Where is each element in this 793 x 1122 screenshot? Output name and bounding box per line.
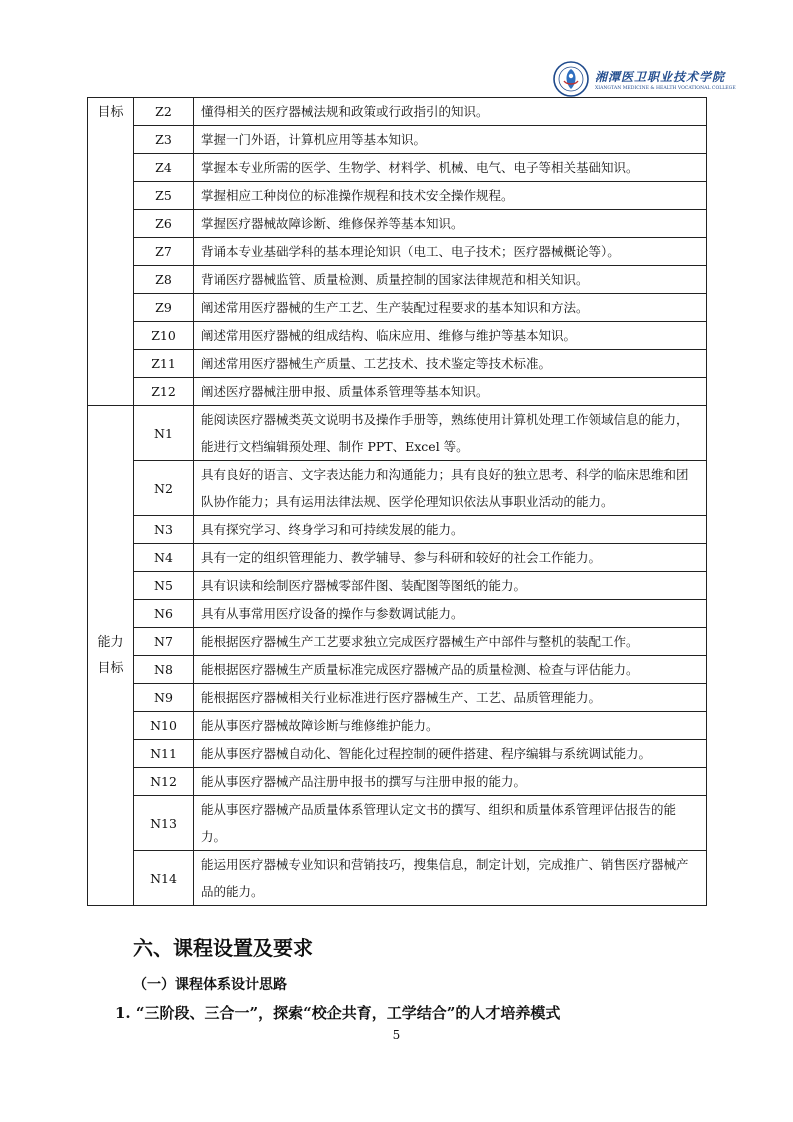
- row-description: 懂得相关的医疗器械法规和政策或行政指引的知识。: [194, 98, 707, 126]
- section-heading: 六、课程设置及要求: [133, 936, 313, 960]
- row-code: N13: [134, 796, 194, 851]
- row-description: 能从事医疗器械产品注册申报书的撰写与注册申报的能力。: [194, 768, 707, 796]
- row-code: Z3: [134, 126, 194, 154]
- row-description: 掌握一门外语，计算机应用等基本知识。: [194, 126, 707, 154]
- row-description: 能根据医疗器械生产工艺要求独立完成医疗器械生产中部件与整机的装配工作。: [194, 628, 707, 656]
- category-label-line2: 目标: [97, 660, 124, 676]
- row-code: Z6: [134, 210, 194, 238]
- row-code: Z11: [134, 350, 194, 378]
- table-row: [88, 210, 707, 238]
- row-description: 阐述常用医疗器械的组成结构、临床应用、维修与维护等基本知识。: [194, 322, 707, 350]
- row-description: 具有一定的组织管理能力、教学辅导、参与科研和较好的社会工作能力。: [194, 544, 707, 572]
- row-description: 阐述常用医疗器械的生产工艺、生产装配过程要求的基本知识和方法。: [194, 294, 707, 322]
- table-row: [88, 322, 707, 350]
- category-label-line1: 能力: [97, 634, 124, 650]
- row-description: 能阅读医疗器械类英文说明书及操作手册等，熟练使用计算机处理工作领域信息的能力，能进行文档编辑预处理、制作 PPT、Excel 等。: [194, 406, 707, 461]
- row-description: 能运用医疗器械专业知识和营销技巧，搜集信息，制定计划，完成推广、销售医疗器械产品的能力。: [194, 851, 707, 906]
- row-description: 背诵本专业基础学科的基本理论知识（电工、电子技术；医疗器械概论等）。: [194, 238, 707, 266]
- table-row: [88, 656, 707, 684]
- row-code: N8: [134, 656, 194, 684]
- section-subheading: （一）课程体系设计思路: [133, 977, 287, 993]
- row-code: Z10: [134, 322, 194, 350]
- row-code: Z12: [134, 378, 194, 406]
- knowledge-goal-category: [88, 98, 134, 406]
- table-row: [88, 238, 707, 266]
- row-code: Z8: [134, 266, 194, 294]
- ability-goal-category: [88, 406, 134, 906]
- row-code: N12: [134, 768, 194, 796]
- school-name: 湘潭医卫职业技术学院: [595, 69, 726, 84]
- row-description: 阐述常用医疗器械生产质量、工艺技术、技术鉴定等技术标准。: [194, 350, 707, 378]
- table-row: [88, 851, 707, 906]
- row-description: 阐述医疗器械注册申报、质量体系管理等基本知识。: [194, 378, 707, 406]
- row-description: 背诵医疗器械监管、质量检测、质量控制的国家法律规范和相关知识。: [194, 266, 707, 294]
- table-row: [88, 378, 707, 406]
- table-row: [88, 126, 707, 154]
- row-description: 掌握相应工种岗位的标准操作规程和技术安全操作规程。: [194, 182, 707, 210]
- row-description: 具有良好的语言、文字表达能力和沟通能力；具有良好的独立思考、科学的临床思维和团队协作能力；具有运用法律法规、医学伦理知识依法从事职业活动的能力。: [194, 461, 707, 516]
- table-row: [88, 516, 707, 544]
- page-number: 5: [392, 1028, 401, 1042]
- table-row: [88, 544, 707, 572]
- table-row: [88, 740, 707, 768]
- row-code: Z9: [134, 294, 194, 322]
- row-code: N9: [134, 684, 194, 712]
- row-description: 掌握医疗器械故障诊断、维修保养等基本知识。: [194, 210, 707, 238]
- table-row: [88, 266, 707, 294]
- table-row: [88, 406, 707, 461]
- row-code: N7: [134, 628, 194, 656]
- training-goals-table: [87, 97, 707, 906]
- table-row: [88, 294, 707, 322]
- row-code: N10: [134, 712, 194, 740]
- table-row: [88, 712, 707, 740]
- row-description: 具有从事常用医疗设备的操作与参数调试能力。: [194, 600, 707, 628]
- row-description: 能根据医疗器械相关行业标准进行医疗器械生产、工艺、品质管理能力。: [194, 684, 707, 712]
- row-description: 能从事医疗器械产品质量体系管理认定文书的撰写、组织和质量体系管理评估报告的能力。: [194, 796, 707, 851]
- category-label: 目标: [97, 105, 124, 120]
- row-description: 能根据医疗器械生产质量标准完成医疗器械产品的质量检测、检查与评估能力。: [194, 656, 707, 684]
- row-code: N5: [134, 572, 194, 600]
- row-description: 能从事医疗器械自动化、智能化过程控制的硬件搭建、程序编辑与系统调试能力。: [194, 740, 707, 768]
- row-code: N14: [134, 851, 194, 906]
- table-row: [88, 628, 707, 656]
- row-code: N4: [134, 544, 194, 572]
- table-row: [88, 461, 707, 516]
- row-code: N11: [134, 740, 194, 768]
- table-row: [88, 154, 707, 182]
- row-code: Z4: [134, 154, 194, 182]
- table-row: [88, 796, 707, 851]
- table-row: [88, 600, 707, 628]
- row-code: N2: [134, 461, 194, 516]
- section-item-heading: 1. “三阶段、三合一”，探索“校企共育，工学结合”的人才培养模式: [115, 1004, 561, 1022]
- row-code: Z2: [134, 98, 194, 126]
- row-description: 能从事医疗器械故障诊断与维修维护能力。: [194, 712, 707, 740]
- school-name-en: XIANGTAN MEDICINE & HEALTH VOCATIONAL COLLEGE: [595, 85, 736, 91]
- row-code: N3: [134, 516, 194, 544]
- row-code: N1: [134, 406, 194, 461]
- row-description: 具有识读和绘制医疗器械零部件图、装配图等图纸的能力。: [194, 572, 707, 600]
- row-code: Z5: [134, 182, 194, 210]
- row-description: 掌握本专业所需的医学、生物学、材料学、机械、电气、电子等相关基础知识。: [194, 154, 707, 182]
- table-row: [88, 684, 707, 712]
- school-logo: [553, 60, 736, 98]
- table-row: [88, 182, 707, 210]
- table-row: [88, 768, 707, 796]
- row-description: 具有探究学习、终身学习和可持续发展的能力。: [194, 516, 707, 544]
- table-row: [88, 98, 707, 126]
- table-row: [88, 350, 707, 378]
- row-code: N6: [134, 600, 194, 628]
- row-code: Z7: [134, 238, 194, 266]
- table-row: [88, 572, 707, 600]
- school-seal-icon: [553, 61, 589, 97]
